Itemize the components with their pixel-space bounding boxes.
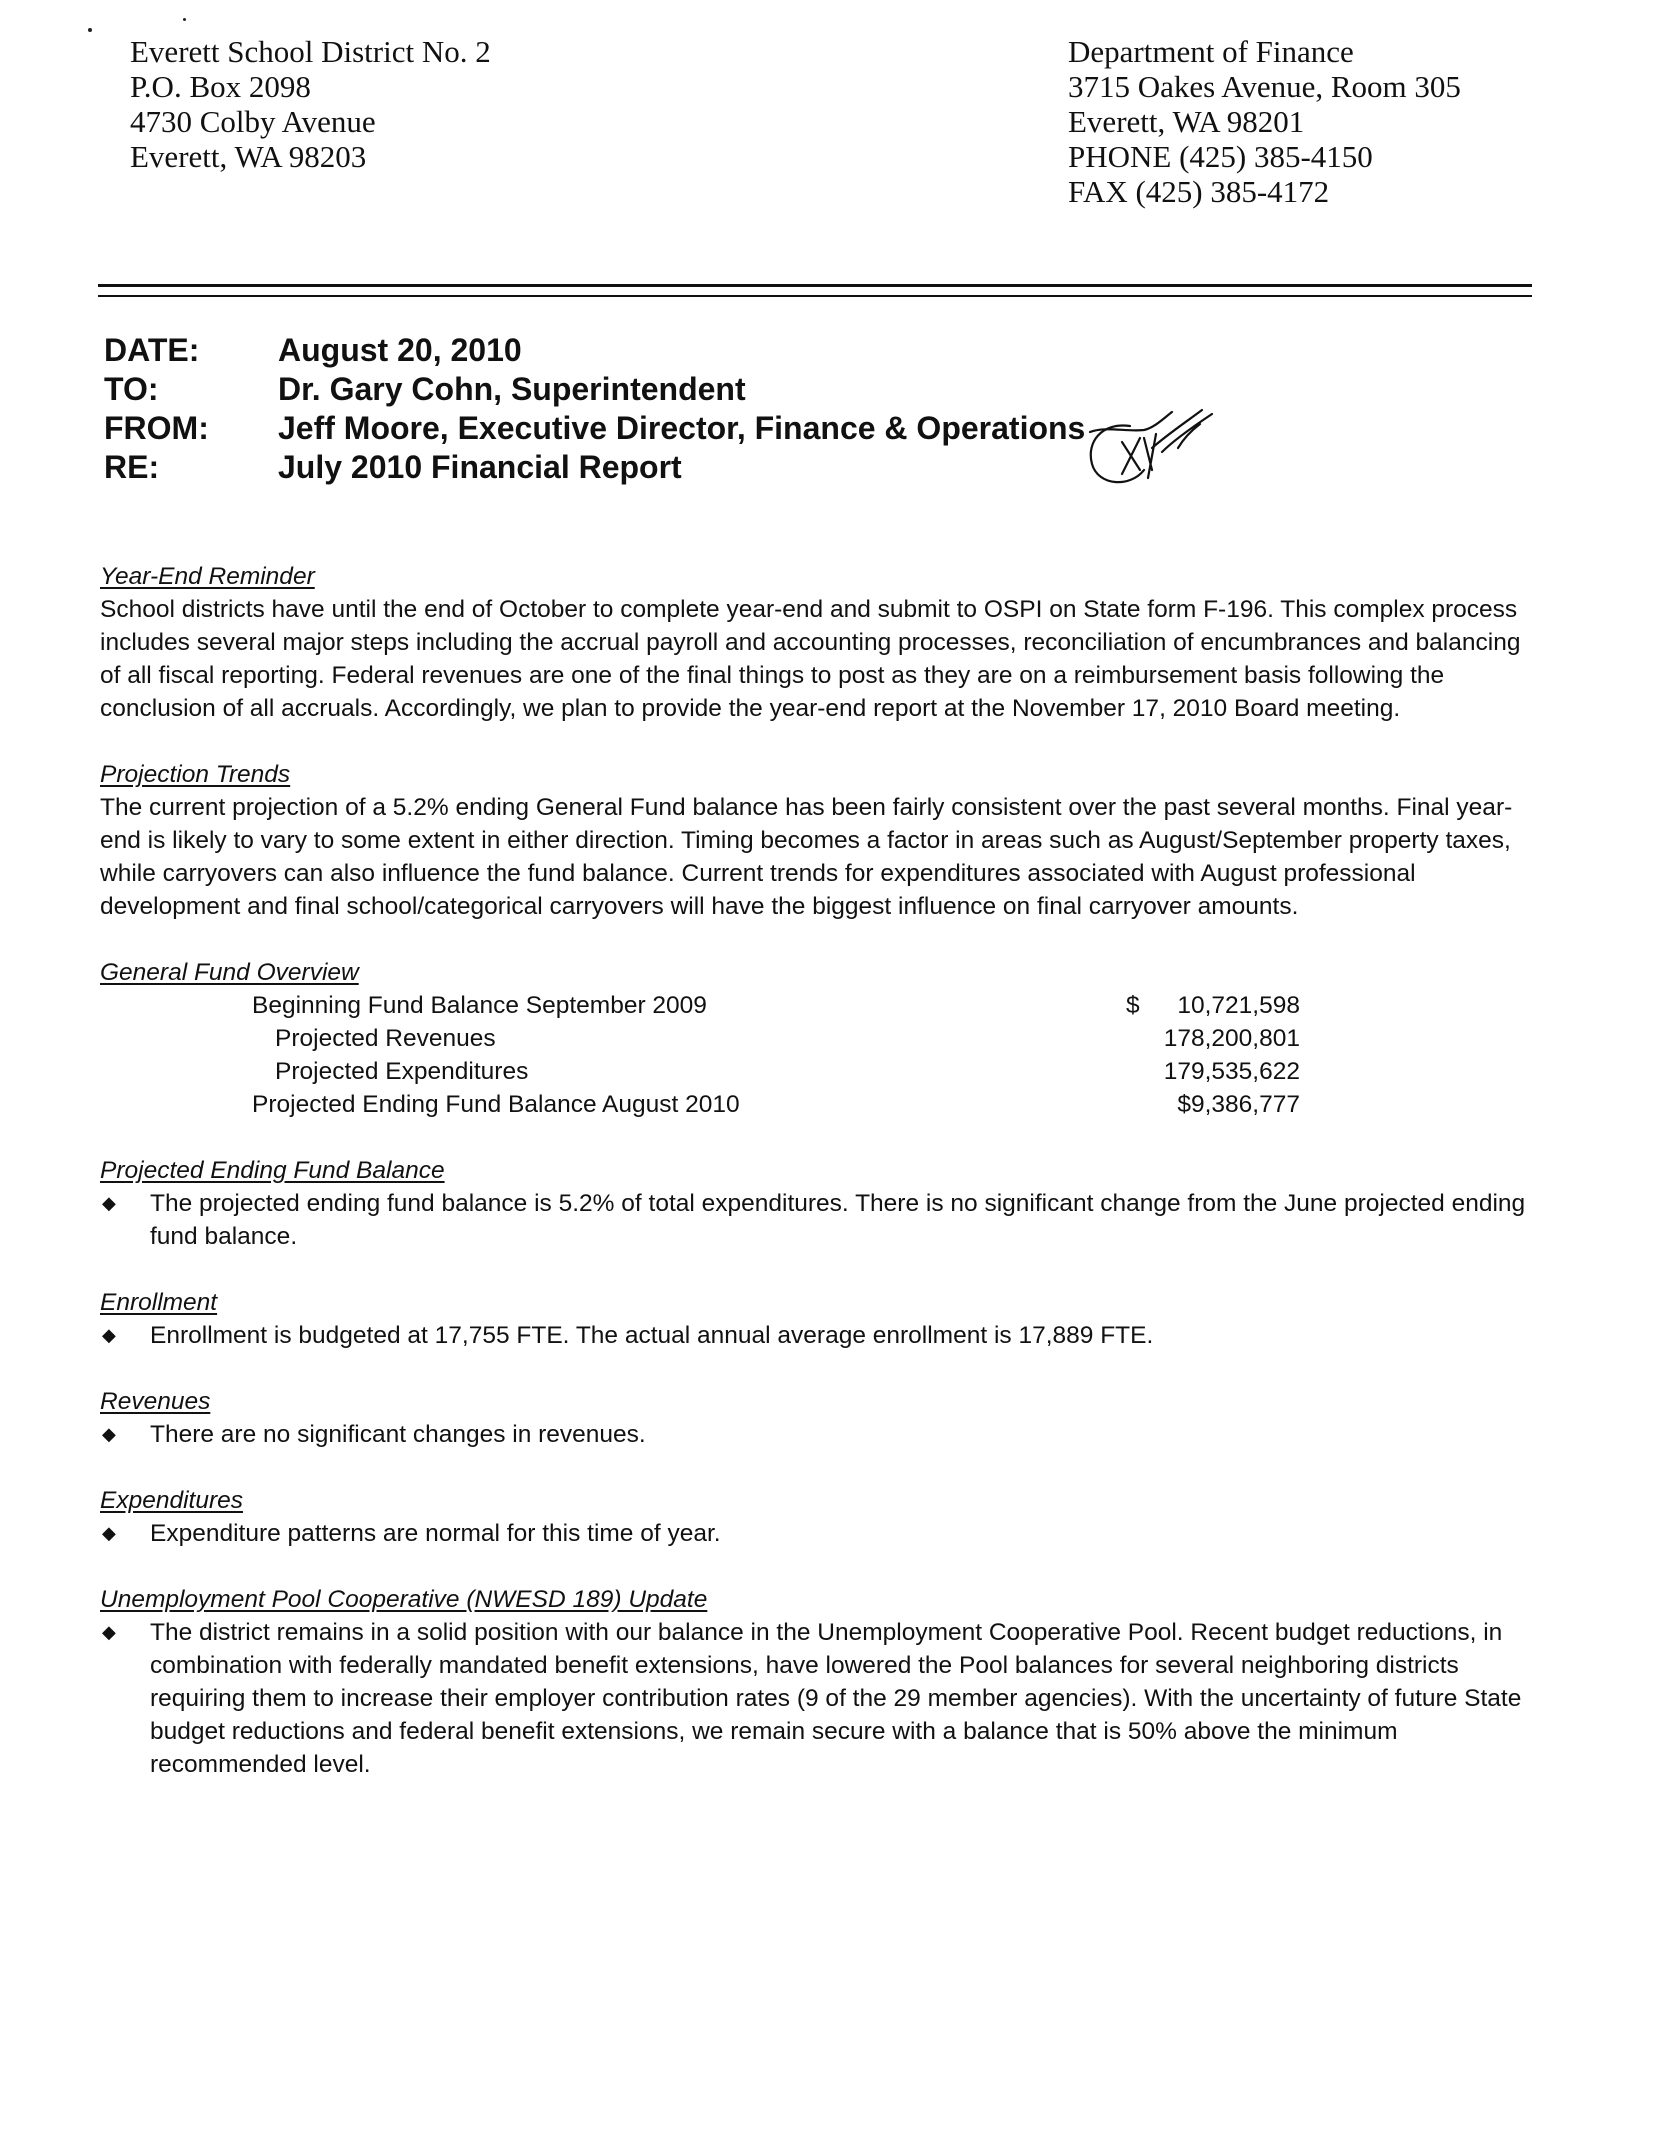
section-projection-trends xyxy=(100,758,1540,923)
section-paragraph: School districts have until the end of October to complete year-end and submit to OSPI on State form F-196. This complex process includes several major steps including the accrual payroll and accounting processes, reconciliation of encumbrances and balancing of all fiscal reporting. Federal revenues are one of the final things to post as they are on a reimbursement basis following the conclusion of all accruals. Accordingly, we plan to provide the year-end report at the November 17, 2010 Board meeting. xyxy=(100,596,1521,722)
memo-from-label: FROM: xyxy=(104,410,209,446)
bullet-text: The projected ending fund balance is 5.2% of total expenditures. There is no significant change from the June projected ending fund balance. xyxy=(150,1190,1526,1250)
bullet-text: Enrollment is budgeted at 17,755 FTE. The actual annual average enrollment is 17,889 FTE. xyxy=(150,1322,1154,1349)
fund-overview-amount: 10,721,598 xyxy=(1177,992,1300,1019)
fund-overview-amount: $9,386,777 xyxy=(1177,1091,1300,1118)
memo-to-label: TO: xyxy=(104,371,159,407)
department-address-line: Department of Finance xyxy=(1068,34,1354,69)
district-address-line: P.O. Box 2098 xyxy=(130,69,311,104)
fund-overview-table xyxy=(100,989,1540,1121)
section-heading: Projected Ending Fund Balance xyxy=(100,1157,445,1184)
bullet-item xyxy=(100,1319,1540,1352)
section-general-fund-overview xyxy=(100,956,1540,1121)
bullet-item xyxy=(100,1517,1540,1550)
district-address-line: Everett, WA 98203 xyxy=(130,139,367,174)
section-heading: General Fund Overview xyxy=(100,959,359,986)
diamond-bullet-icon: ◆ xyxy=(102,1523,116,1543)
memo-re-value: July 2010 Financial Report xyxy=(278,449,682,485)
department-address-line: Everett, WA 98201 xyxy=(1068,104,1305,139)
fund-overview-label: Projected Ending Fund Balance August 2010 xyxy=(252,1091,740,1118)
district-address-block xyxy=(130,34,730,174)
diamond-bullet-icon: ◆ xyxy=(102,1424,116,1444)
currency-symbol: $ xyxy=(1126,992,1140,1019)
section-heading: Unemployment Pool Cooperative (NWESD 189) Update xyxy=(100,1586,708,1613)
memo-body xyxy=(100,560,1540,1814)
bullet-text: Expenditure patterns are normal for this time of year. xyxy=(150,1520,721,1547)
district-address-line: 4730 Colby Avenue xyxy=(130,104,376,139)
section-heading: Enrollment xyxy=(100,1289,218,1316)
bullet-text: The district remains in a solid position with our balance in the Unemployment Cooperative Pool. Recent budget reductions, in combination with federally mandated benefit extensions, have lowered the Pool balances for several neighboring districts requiring them to increase their employer contribution rates (9 of the 29 member agencies). With the uncertainty of future State budget reductions and federal benefit extensions, we remain secure with a balance that is 50% above the minimum recommended level. xyxy=(150,1619,1522,1778)
fund-overview-row xyxy=(100,989,1300,1022)
section-unemployment-pool xyxy=(100,1583,1540,1781)
bullet-item xyxy=(100,1187,1540,1253)
memo-to-row xyxy=(104,370,1304,409)
section-heading: Year-End Reminder xyxy=(100,563,315,590)
section-heading: Revenues xyxy=(100,1388,211,1415)
fund-overview-label: Projected Revenues xyxy=(275,1025,496,1052)
diamond-bullet-icon: ◆ xyxy=(102,1193,116,1213)
signature-initials xyxy=(1082,408,1232,498)
diamond-bullet-icon: ◆ xyxy=(102,1622,116,1642)
fund-overview-row xyxy=(100,1088,1300,1121)
scan-speck xyxy=(183,18,186,21)
fund-overview-amount: 178,200,801 xyxy=(1163,1025,1300,1052)
memo-from-value: Jeff Moore, Executive Director, Finance & Operations xyxy=(278,410,1086,446)
section-expenditures xyxy=(100,1484,1540,1550)
section-heading: Projection Trends xyxy=(100,761,291,788)
fund-overview-label: Projected Expenditures xyxy=(275,1058,529,1085)
diamond-bullet-icon: ◆ xyxy=(102,1325,116,1345)
bullet-item xyxy=(100,1418,1540,1451)
fund-overview-row xyxy=(100,1055,1300,1088)
memo-date-row xyxy=(104,331,1304,370)
department-address-line: PHONE (425) 385-4150 xyxy=(1068,139,1373,174)
section-year-end-reminder xyxy=(100,560,1540,725)
district-address-line: Everett School District No. 2 xyxy=(130,34,491,69)
section-projected-ending-fund-balance xyxy=(100,1154,1540,1253)
section-revenues xyxy=(100,1385,1540,1451)
memo-re-label: RE: xyxy=(104,449,160,485)
fund-overview-label: Beginning Fund Balance September 2009 xyxy=(252,992,707,1019)
bullet-text: There are no significant changes in revenues. xyxy=(150,1421,646,1448)
department-address-line: FAX (425) 385-4172 xyxy=(1068,174,1330,209)
department-address-block xyxy=(1068,34,1628,209)
header-rule-thick xyxy=(98,284,1532,287)
memo-date-value: August 20, 2010 xyxy=(278,332,522,368)
fund-overview-amount: 179,535,622 xyxy=(1163,1058,1300,1085)
bullet-item xyxy=(100,1616,1540,1781)
section-paragraph: The current projection of a 5.2% ending General Fund balance has been fairly consistent over the past several months. Final year-end is likely to vary to some extent in either direction. Timing becomes a factor in areas such as August/September property taxes, while carryovers can also influence the fund balance. Current trends for expenditures associated with August professional development and final school/categorical carryovers will have the biggest influence on final carryover amounts. xyxy=(100,794,1513,920)
section-heading: Expenditures xyxy=(100,1487,244,1514)
department-address-line: 3715 Oakes Avenue, Room 305 xyxy=(1068,69,1461,104)
section-enrollment xyxy=(100,1286,1540,1352)
scan-speck xyxy=(88,28,92,32)
header-rule-thin xyxy=(98,295,1532,297)
memo-date-label: DATE: xyxy=(104,332,200,368)
fund-overview-row xyxy=(100,1022,1300,1055)
memo-to-value: Dr. Gary Cohn, Superintendent xyxy=(278,371,746,407)
